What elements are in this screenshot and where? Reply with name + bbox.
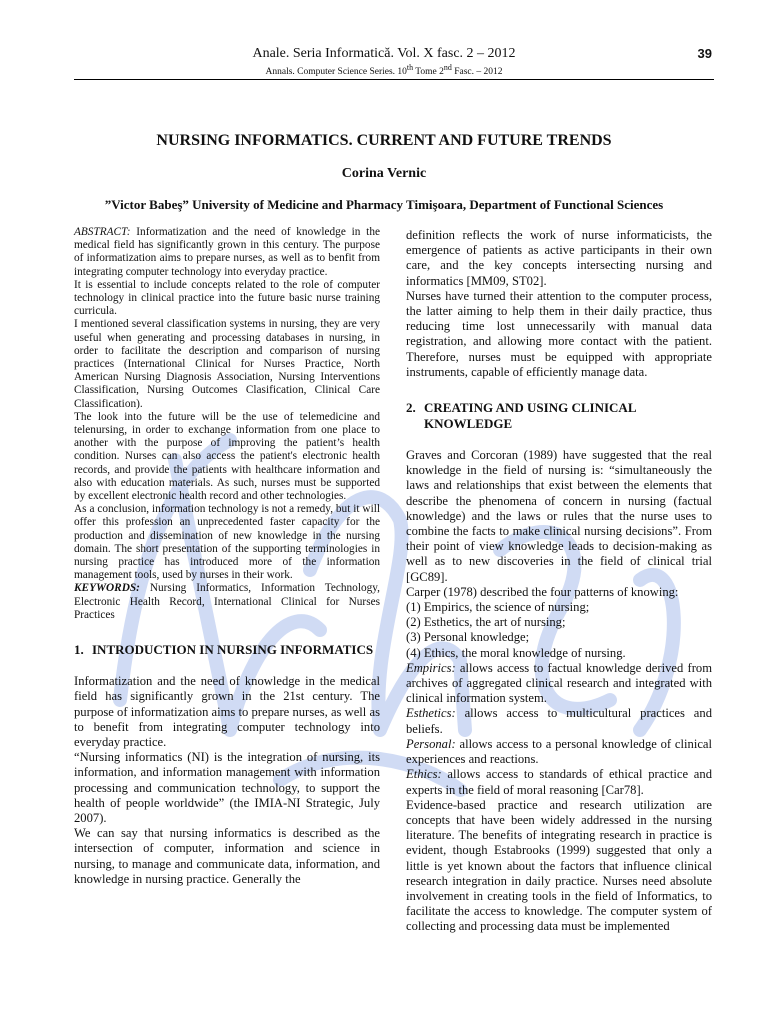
left-column xyxy=(74,226,380,887)
definition-term: Empirics: xyxy=(406,660,456,675)
list-item: (1) Empirics, the science of nursing; xyxy=(406,600,590,615)
definition-text: allows access to multicultural practices and beliefs. xyxy=(406,706,712,736)
journal-line: Anale. Seria Informatică. Vol. X fasc. 2 – 2012 xyxy=(252,46,516,61)
page-number: 39 xyxy=(697,46,712,61)
definition-term: Ethics: xyxy=(406,767,442,782)
abstract-paragraph xyxy=(74,226,380,279)
section-body xyxy=(74,674,380,887)
abstract-paragraph: As a conclusion, information technology is not a remedy, but it will offer this profession an unprecedented faster capacity for the production and dissemination of new knowledge in the nursing domain. The short presentation of the supporting terminologies in nursing practice has introduced more of the information management tools, used by nurses in their work. xyxy=(74,503,380,582)
definition-term: Personal: xyxy=(406,736,456,751)
header-divider xyxy=(74,79,714,80)
keywords-paragraph xyxy=(74,582,380,622)
journal-en-part: Fasc. – 2012 xyxy=(451,67,503,78)
definition-text: allows access to standards of ethical practice and experts in the field of moral reasoning [Car78]. xyxy=(406,767,712,797)
right-column xyxy=(406,228,712,935)
section-title: INTRODUCTION IN NURSING INFORMATICS xyxy=(92,642,374,658)
list-item: (4) Ethics, the moral knowledge of nursing. xyxy=(406,645,626,660)
abstract-paragraph: It is essential to include concepts related to the role of computer technology in clinical practice into the future basic nurse training curricula. xyxy=(74,278,380,318)
definition-text: allows access to factual knowledge derived from archives of aggregated clinical research and integrated with clinical information system. xyxy=(406,660,712,706)
keywords-label: KEYWORDS: xyxy=(74,582,140,595)
section-heading-clinical-knowledge xyxy=(406,400,712,432)
body-paragraph: Nurses have turned their attention to the computer process, the latter aiming to help them in their daily practice, thus reducing time lost unnecessarily with manual data registration, and allowing more contact with the patient. Therefore, nurses must be equipped with appropriate instruments, capable of efficiently manage data. xyxy=(406,288,712,379)
abstract-text: Informatization and the need of knowledge in the medical field has significantly grown in this century. The purpose of informatization aims to prepare nurses, as well as to benfit from integrating computer technology into everyday practice. xyxy=(74,226,380,278)
list-item: (2) Esthetics, the art of nursing; xyxy=(406,615,566,630)
list-item: (3) Personal knowledge; xyxy=(406,630,530,645)
keywords-text: Nursing Informatics, Information Technology, Electronic Health Record, International Clinical for Nurses Practices xyxy=(74,582,380,621)
body-paragraph: Carper (1978) described the four patterns of knowing: xyxy=(406,584,679,599)
definition-paragraph xyxy=(406,706,712,736)
journal-en-sup: th xyxy=(406,63,414,72)
body-paragraph: “Nursing informatics (NI) is the integration of nursing, its information, and information management with information processing and communication technology, to support the health of people worldwide” (the IMIA-NI Strategic, July 2007). xyxy=(74,750,380,825)
body-paragraph: We can say that nursing informatics is described as the intersection of computer, information and science in nursing, to manage and communicate data, information, and knowledge in nursing practice. Generally the xyxy=(74,826,380,886)
journal-en-sup: nd xyxy=(443,63,452,72)
abstract-label: ABSTRACT: xyxy=(74,226,131,238)
body-paragraph: definition reflects the work of nurse informaticists, the emergence of patients as active participants in their own care, and the key concepts intersecting nursing and informatics [MM09, ST02]. xyxy=(406,228,712,288)
journal-en-part: Annals. Computer Science Series. 10 xyxy=(265,67,407,78)
journal-header xyxy=(0,46,768,78)
body-paragraph: Evidence-based practice and research utilization are concepts that have been widely addressed in the nursing literature. The benefits of integrating research in practice is evident, though Estabrooks (1999) suggested that only a little is yet known about the factors that influence clinical research integration in daily practice. Nurses need absolute involvement in creating tools in the field of Informatics, to facilitate the access to knowledge. The computer system of collecting and processing data must be implemented xyxy=(406,797,712,934)
definition-paragraph xyxy=(406,767,712,797)
body-paragraph: Informatization and the need of knowledge in the medical field has significantly grown in the 21st century. The purpose of informatization aims to prepare nurses, as well as to benefit from integrating computer technology into everyday practice. xyxy=(74,674,380,749)
paper-title: NURSING INFORMATICS. CURRENT AND FUTURE TRENDS xyxy=(156,132,612,149)
section-number: 1. xyxy=(74,642,84,658)
journal-en-part: Tome 2 xyxy=(413,67,444,78)
body-paragraph: Graves and Corcoran (1989) have suggested that the real knowledge in the field of nursing is: “simultaneously the laws and relationships that exist between the elements that describe the phenomena of concern in nursing (factual knowledge) and the laws or rules that the nurse uses to combine the facts to make clinical nursing decisions”. From their point of view knowledge leads to decision-making as well as to new discoveries in the field of clinical trial [GC89]. xyxy=(406,448,712,584)
author-name: Corina Vernic xyxy=(341,166,427,181)
journal-line-english xyxy=(0,62,768,78)
author-affiliation: ”Victor Babeş” University of Medicine and Pharmacy Timişoara, Department of Functional Sciences xyxy=(104,197,664,212)
abstract-paragraph: I mentioned several classification systems in nursing, they are very useful when generating and processing databases in nursing, in order to facilitate the description and comparison of nursing practices (International Clinical for Nurses Practice, North American Nursing Diagnosis Association, Nursing Interventions Classification, Nursing Outcomes Clasification, Clinical Care Classification). xyxy=(74,318,380,410)
definition-paragraph xyxy=(406,661,712,707)
definition-paragraph xyxy=(406,737,712,767)
definition-text: allows access to a personal knowledge of clinical experiences and reactions. xyxy=(406,736,712,767)
section-heading-introduction xyxy=(74,642,380,658)
section-number: 2. xyxy=(406,400,416,416)
definition-term: Esthetics: xyxy=(406,706,456,721)
section-title: CREATING AND USING CLINICAL KNOWLEDGE xyxy=(424,400,636,432)
abstract-paragraph: The look into the future will be the use of telemedicine and telenursing, in order to exchange information from one place to another with the purpose of improving the patient’s health condition. Nurses can also access the patient's electronic health records, and provide the patients with healthcare information and also with education materials. As such, nurses must be supported by excellent electronic health record and other technologies. xyxy=(74,410,380,503)
